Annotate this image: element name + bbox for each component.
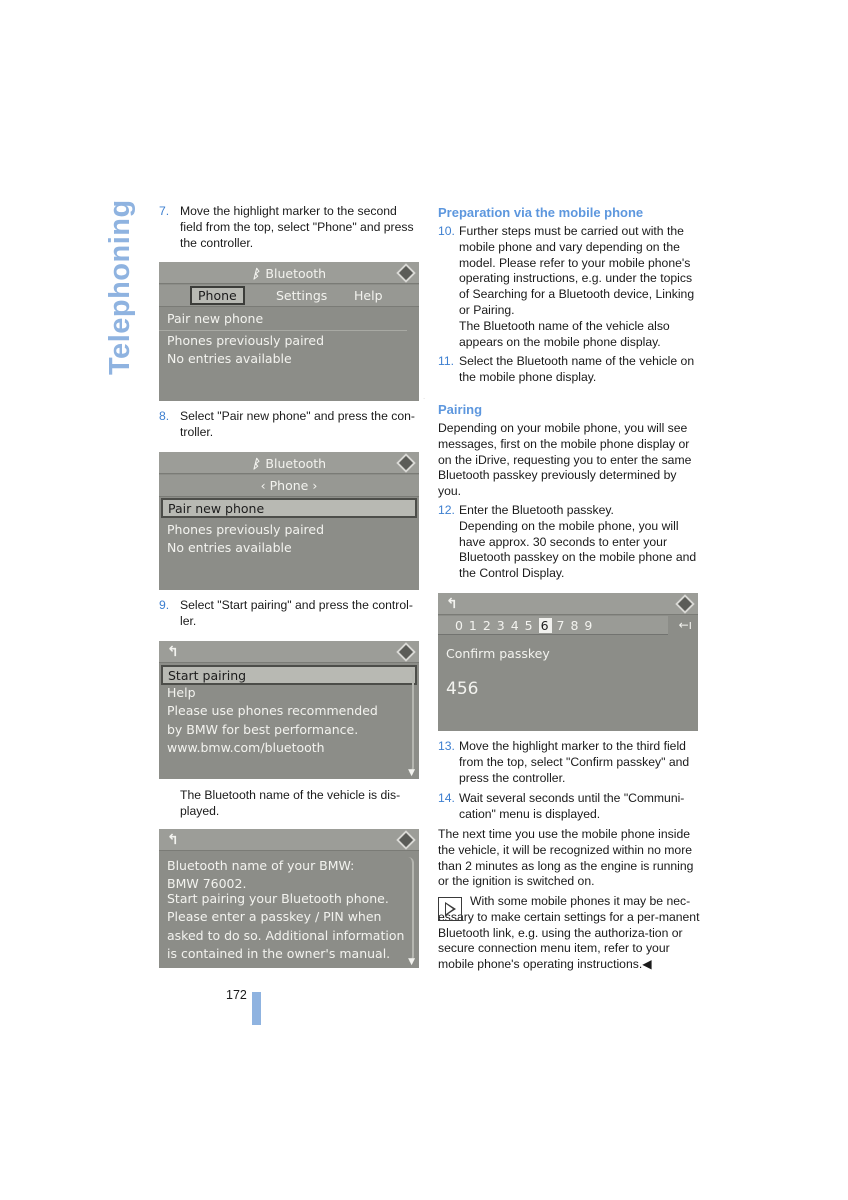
screen-header — [159, 262, 419, 284]
page-number: 172 — [226, 988, 247, 1002]
step-text: Wait several seconds until the "Communi-cation" menu is displayed. — [459, 791, 685, 821]
sub-header — [159, 475, 419, 497]
screen-header — [159, 641, 419, 663]
image-code: · — [422, 396, 428, 400]
info-text-line: by BMW for best performance. — [167, 722, 359, 737]
chevron-down-icon: ▼ — [408, 768, 415, 778]
screen-header — [438, 593, 698, 615]
idrive-screen-bluetooth-info — [159, 829, 419, 968]
step-text: Further steps must be carried out with the mobile phone and vary depending on the model. Please refer to your mobile phone's operating instructions, e.g. under the topics of Searching for a Bluetooth device, Linking or Pairing. — [459, 224, 695, 317]
phone-selector[interactable]: ‹ Phone › — [260, 478, 318, 493]
pairing-paragraph: Depending on your mobile phone, you will see messages, first on the mobile phone display or on the iDrive, requesting you to enter the same Bluetooth passkey previously determined by you. — [438, 421, 692, 499]
screen-title-text: Bluetooth — [265, 266, 327, 281]
controller-icon — [396, 642, 416, 662]
info-text-line: Please use phones recommended — [167, 703, 378, 718]
menu-item-start-pairing[interactable]: Start pairing — [161, 665, 417, 685]
divider — [159, 330, 407, 331]
step-number: 8. — [159, 409, 170, 423]
menu-item-pair-new-phone[interactable]: Pair new phone — [167, 311, 264, 326]
screen-title — [159, 266, 419, 281]
info-text-line: Start pairing your Bluetooth phone. — [167, 891, 389, 906]
step-number: 12. — [438, 503, 455, 517]
tab-phone[interactable]: Phone — [190, 286, 245, 305]
info-text-line: Please enter a passkey / PIN when — [167, 909, 382, 924]
idrive-screen-phone-menu — [159, 452, 419, 590]
digits-after[interactable]: 7 8 9 — [556, 618, 594, 633]
screen-header — [159, 829, 419, 851]
idrive-screen-passkey — [438, 593, 698, 731]
page-marker-bar — [252, 992, 261, 1025]
tab-help[interactable]: Help — [354, 288, 383, 303]
heading-pairing: Pairing — [438, 402, 483, 417]
step-14 — [438, 791, 700, 823]
step-extra-text: The Bluetooth name of the vehicle also appears on the mobile phone display. — [459, 318, 670, 349]
bluetooth-icon: ᛒ — [251, 266, 260, 281]
bluetooth-icon: ᛒ — [251, 456, 260, 471]
step-text: Select "Start pairing" and press the control-ler. — [180, 598, 413, 628]
step-number: 14. — [438, 791, 455, 805]
step-12 — [438, 503, 700, 582]
step-10 — [438, 224, 700, 350]
back-arrow-icon[interactable]: ↰ — [446, 596, 458, 612]
step-number: 10. — [438, 224, 455, 238]
status-text: No entries available — [167, 540, 292, 555]
step-number: 13. — [438, 739, 455, 753]
step-text: Enter the Bluetooth passkey. — [459, 503, 614, 517]
menu-item-phones-previously-paired[interactable]: Phones previously paired — [167, 333, 325, 348]
step-9 — [159, 598, 421, 630]
back-arrow-icon[interactable]: ↰ — [167, 644, 179, 660]
after-step-9-text: The Bluetooth name of the vehicle is dis-played. — [180, 788, 401, 818]
step-7 — [159, 204, 421, 251]
menu-item-phones-previously-paired[interactable]: Phones previously paired — [167, 522, 325, 537]
screen-title — [159, 456, 419, 471]
step-13 — [438, 739, 700, 786]
step-text: Select "Pair new phone" and press the con-troller. — [180, 409, 415, 439]
note-icon — [438, 897, 462, 921]
controller-icon — [675, 594, 695, 614]
digit-selected[interactable]: 6 — [540, 618, 550, 633]
controller-icon — [396, 830, 416, 850]
enter-icon[interactable]: ←ı — [678, 618, 692, 632]
next-time-paragraph: The next time you use the mobile phone inside the vehicle, it will be recognized within no more than 2 minutes as long as the engine is running or the ignition is switched on. — [438, 827, 694, 889]
step-8 — [159, 409, 421, 441]
idrive-screen-bluetooth-tabs — [159, 262, 419, 401]
info-text-line: BMW 76002. — [167, 876, 247, 891]
screen-title-text: Bluetooth — [265, 456, 327, 471]
step-text: Move the highlight marker to the third field from the top, select "Confirm passkey" and press the controller. — [459, 739, 690, 785]
step-extra-text: Depending on the mobile phone, you will have approx. 30 seconds to enter your Bluetooth passkey on the mobile phone and the Control Display. — [459, 518, 697, 581]
confirm-passkey-label[interactable]: Confirm passkey — [446, 646, 550, 661]
info-text-line: www.bmw.com/bluetooth — [167, 740, 325, 755]
passkey-value: 456 — [446, 679, 479, 699]
idrive-screen-start-pairing — [159, 641, 419, 779]
step-text: Select the Bluetooth name of the vehicle on the mobile phone display. — [459, 354, 695, 384]
step-text: Move the highlight marker to the second field from the top, select "Phone" and press the controller. — [180, 204, 414, 250]
info-text-line: asked to do so. Additional information — [167, 928, 405, 943]
chevron-down-icon: ▼ — [408, 957, 415, 967]
step-number: 9. — [159, 598, 170, 612]
menu-item-pair-new-phone[interactable]: Pair new phone — [161, 498, 417, 518]
menu-item-help[interactable]: Help — [167, 685, 196, 700]
note-triangle-inner — [446, 904, 453, 914]
tab-bar — [159, 285, 419, 307]
section-title: Telephoning — [104, 199, 136, 375]
info-text-line: is contained in the owner's manual. — [167, 946, 391, 961]
step-number: 11. — [438, 354, 455, 368]
status-text: No entries available — [167, 351, 292, 366]
note-paragraph: With some mobile phones it may be nec-essary to make certain settings for a per-manent Bluetooth link, e.g. using the authoriza-tion or secure connection menu item, refer to your mobile phone's operating instructions.◀ — [438, 894, 700, 972]
step-number: 7. — [159, 204, 170, 218]
back-arrow-icon[interactable]: ↰ — [167, 832, 179, 848]
scrollbar[interactable] — [408, 669, 414, 773]
step-11 — [438, 354, 700, 386]
info-text-line: Bluetooth name of your BMW: — [167, 858, 355, 873]
digits-before[interactable]: 0 1 2 3 4 5 — [455, 618, 534, 633]
screen-header — [159, 452, 419, 474]
tab-settings[interactable]: Settings — [276, 288, 328, 303]
heading-preparation: Preparation via the mobile phone — [438, 205, 644, 220]
digit-selector[interactable] — [438, 616, 668, 635]
scrollbar[interactable] — [408, 857, 414, 962]
